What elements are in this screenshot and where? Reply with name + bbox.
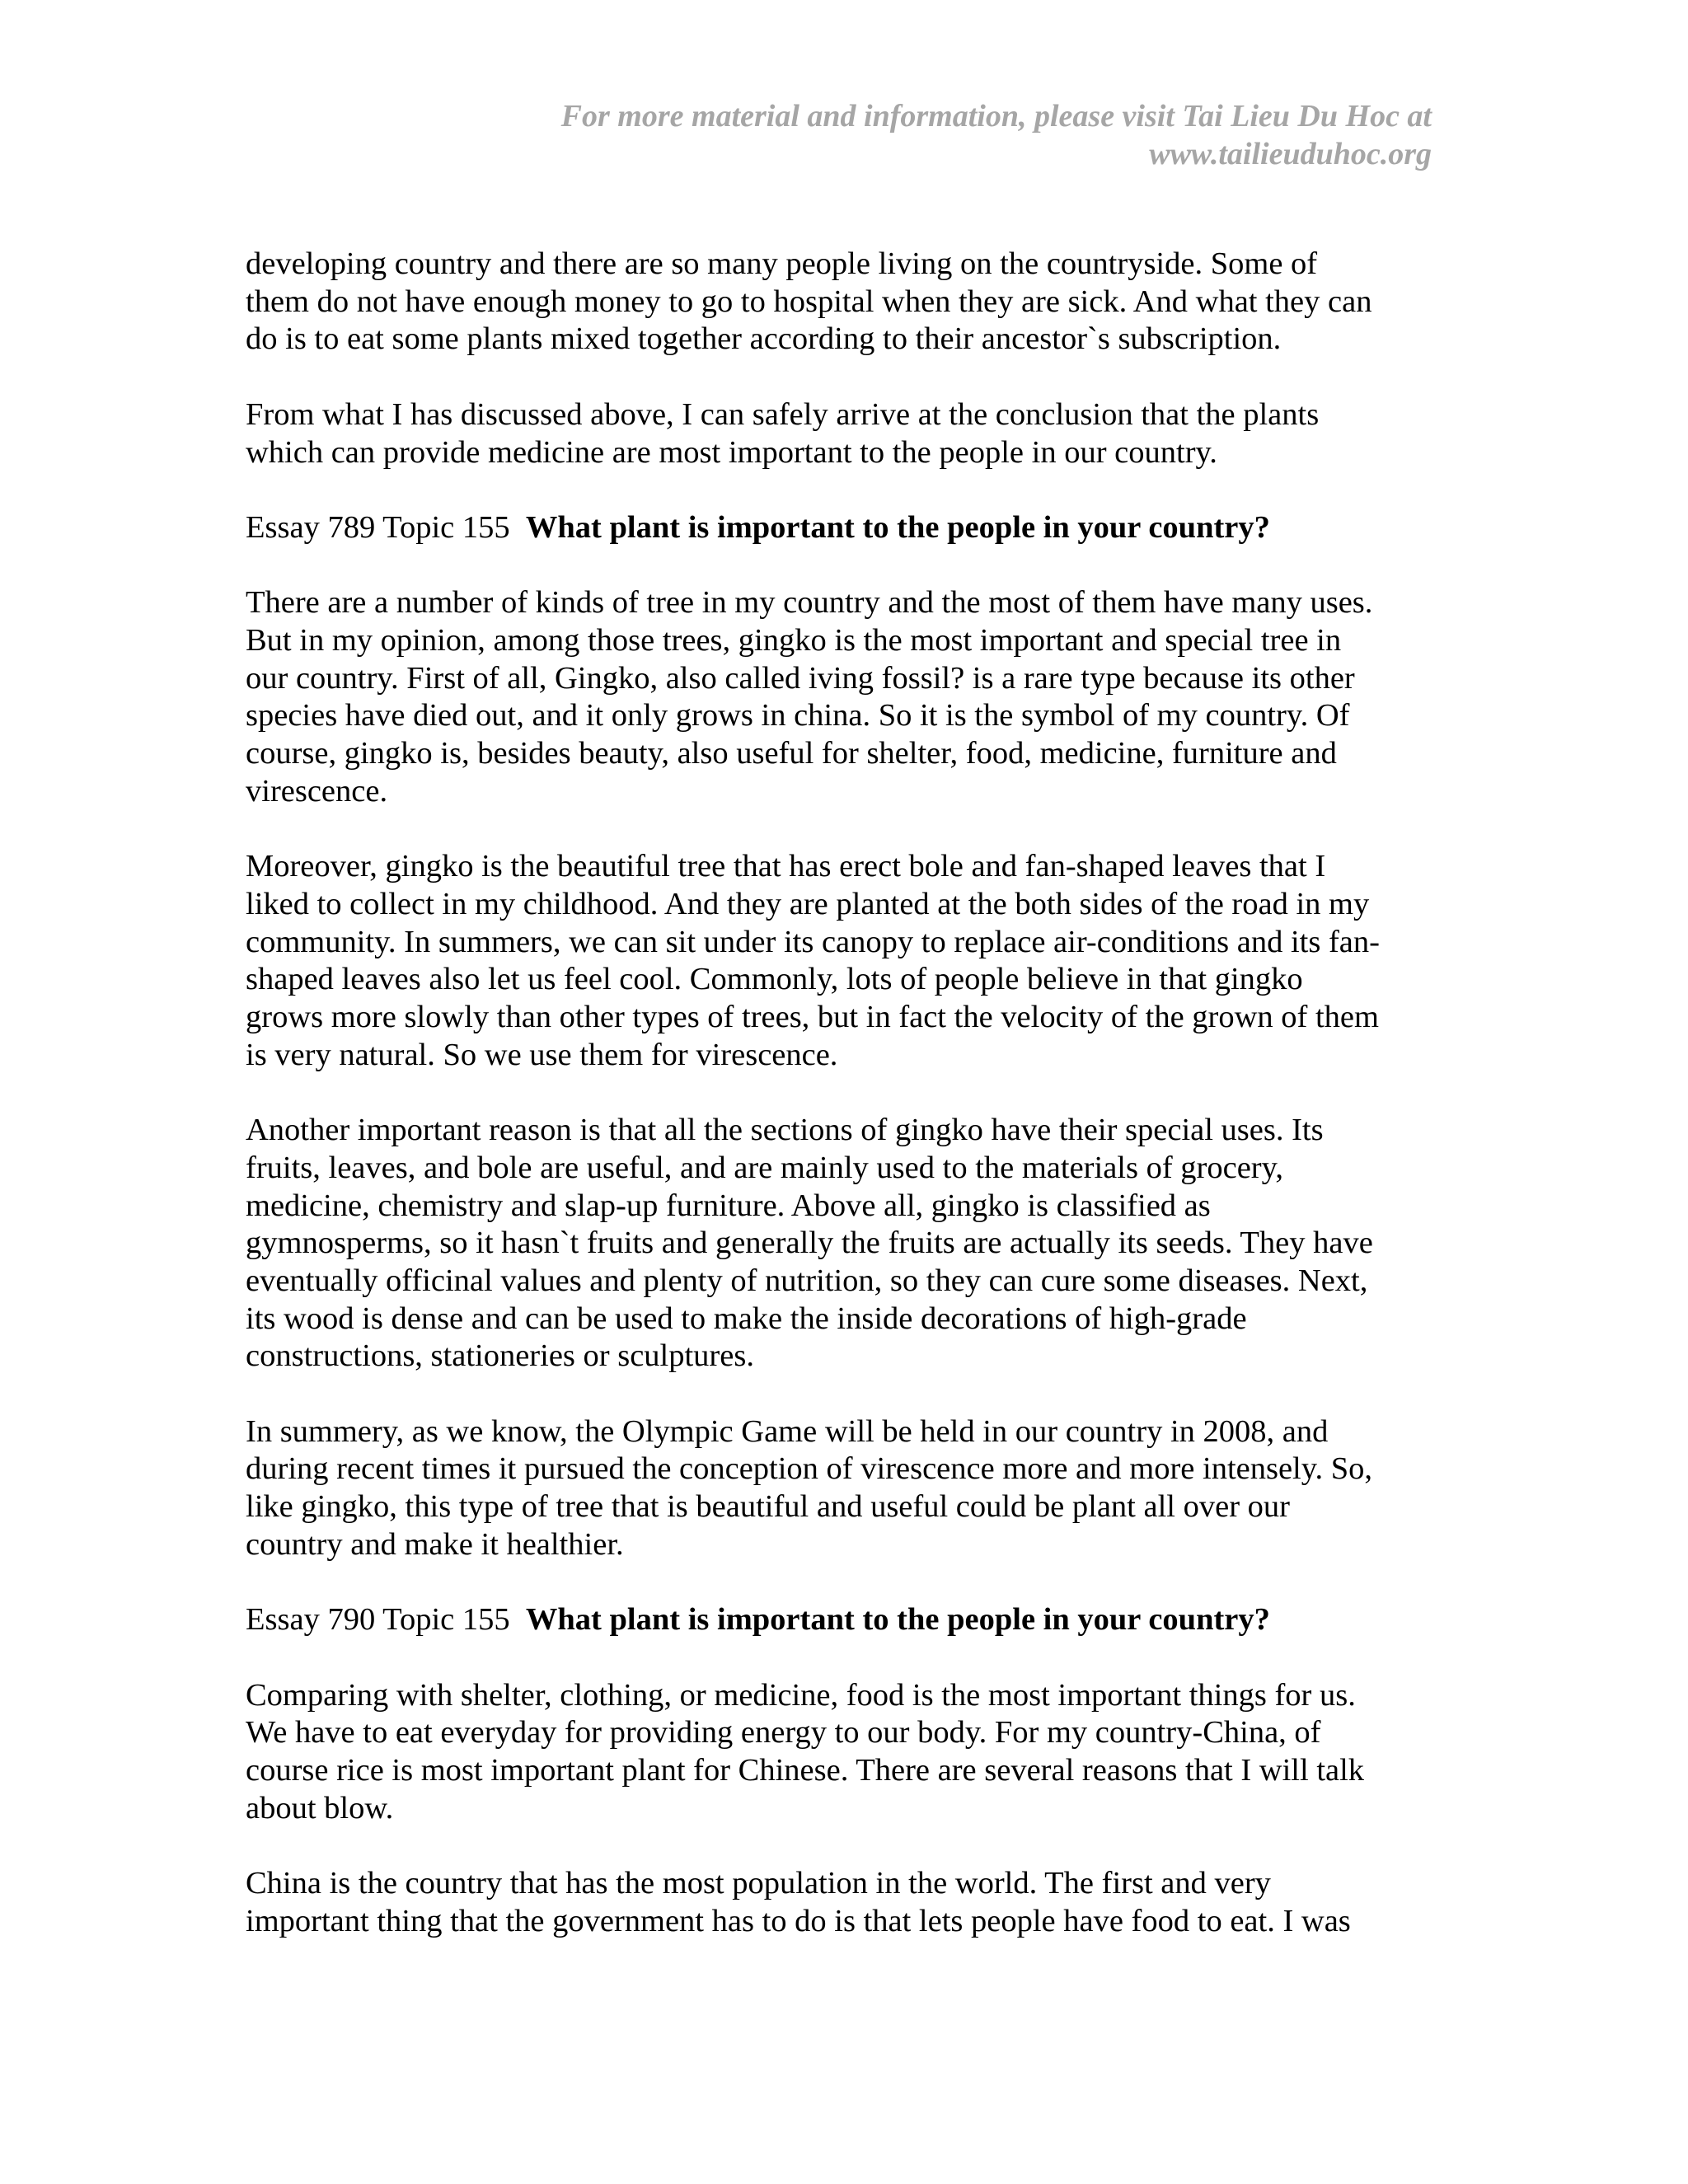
text-line: shaped leaves also let us feel cool. Commonly, lots of people believe in that gingko	[246, 962, 1303, 997]
text-line: China is the country that has the most population in the world. The first and very	[246, 1866, 1271, 1901]
essay-number: Essay 789 Topic 155	[246, 509, 518, 545]
text-line: community. In summers, we can sit under its canopy to replace air-conditions and its fan-	[246, 924, 1380, 959]
text-line: is very natural. So we use them for virescence.	[246, 1037, 838, 1072]
text-line: country and make it healthier.	[246, 1526, 624, 1562]
text-line: virescence.	[246, 773, 388, 808]
paragraph	[246, 1677, 1449, 1828]
text-line: We have to eat everyday for providing energy to our body. For my country-China, of	[246, 1715, 1321, 1750]
paragraph	[246, 584, 1449, 810]
page-header	[443, 97, 1432, 173]
paragraph	[246, 1865, 1449, 1940]
text-line: Moreover, gingko is the beautiful tree that has erect bole and fan-shaped leaves that I	[246, 849, 1326, 884]
text-line: like gingko, this type of tree that is beautiful and useful could be plant all over our	[246, 1489, 1290, 1525]
text-line: do is to eat some plants mixed together according to their ancestor`s subscription.	[246, 321, 1282, 357]
document-body	[246, 246, 1449, 1978]
paragraph	[246, 848, 1449, 1074]
text-line: eventually officinal values and plenty of nutrition, so they can cure some diseases. Next,	[246, 1263, 1368, 1298]
paragraph	[246, 396, 1449, 471]
text-line: constructions, stationeries or sculptures.	[246, 1338, 754, 1374]
text-line: From what I has discussed above, I can safely arrive at the conclusion that the plants	[246, 396, 1320, 432]
text-line: gymnosperms, so it hasn`t fruits and generally the fruits are actually its seeds. They have	[246, 1226, 1373, 1261]
paragraph	[246, 1413, 1449, 1564]
text-line: medicine, chemistry and slap-up furniture. Above all, gingko is classified as	[246, 1188, 1211, 1223]
text-line: during recent times it pursued the conception of virescence more and more intensely. So,	[246, 1451, 1373, 1487]
text-line: species have died out, and it only grows in china. So it is the symbol of my country. Of	[246, 698, 1350, 733]
essay-topic-title: What plant is important to the people in your country?	[525, 509, 1270, 545]
header-website-url: www.tailieuduhoc.org	[1149, 137, 1432, 171]
text-line: fruits, leaves, and bole are useful, and are mainly used to the materials of grocery,	[246, 1150, 1283, 1185]
text-line: course rice is most important plant for Chinese. There are several reasons that I will talk	[246, 1753, 1365, 1788]
text-line: them do not have enough money to go to hospital when they are sick. And what they can	[246, 284, 1372, 319]
essay-topic-title: What plant is important to the people in your country?	[525, 1602, 1270, 1638]
paragraph	[246, 246, 1449, 359]
header-line-1: For more material and information, please visit Tai Lieu Du Hoc at	[560, 99, 1432, 134]
text-line: our country. First of all, Gingko, also called iving fossil? is a rare type because its other	[246, 660, 1355, 696]
essay-heading	[246, 509, 1449, 547]
text-line: liked to collect in my childhood. And they are planted at the both sides of the road in my	[246, 886, 1370, 921]
text-line: developing country and there are so many people living on the countryside. Some of	[246, 246, 1318, 281]
text-line: which can provide medicine are most important to the people in our country.	[246, 434, 1217, 470]
essay-number: Essay 790 Topic 155	[246, 1602, 518, 1638]
text-line: There are a number of kinds of tree in my country and the most of them have many uses.	[246, 585, 1373, 621]
text-line: its wood is dense and can be used to make the inside decorations of high-grade	[246, 1301, 1247, 1336]
text-line: about blow.	[246, 1790, 394, 1825]
paragraph	[246, 1112, 1449, 1376]
text-line: Comparing with shelter, clothing, or medicine, food is the most important things for us.	[246, 1677, 1356, 1713]
text-line: course, gingko is, besides beauty, also useful for shelter, food, medicine, furniture and	[246, 736, 1337, 771]
essay-heading	[246, 1601, 1449, 1639]
text-line: Another important reason is that all the sections of gingko have their special uses. Its	[246, 1113, 1324, 1148]
text-line: important thing that the government has to do is that lets people have food to eat. I was	[246, 1903, 1351, 1938]
text-line: grows more slowly than other types of trees, but in fact the velocity of the grown of them	[246, 1000, 1379, 1034]
text-line: But in my opinion, among those trees, gingko is the most important and special tree in	[246, 622, 1342, 658]
text-line: In summery, as we know, the Olympic Game will be held in our country in 2008, and	[246, 1413, 1329, 1449]
